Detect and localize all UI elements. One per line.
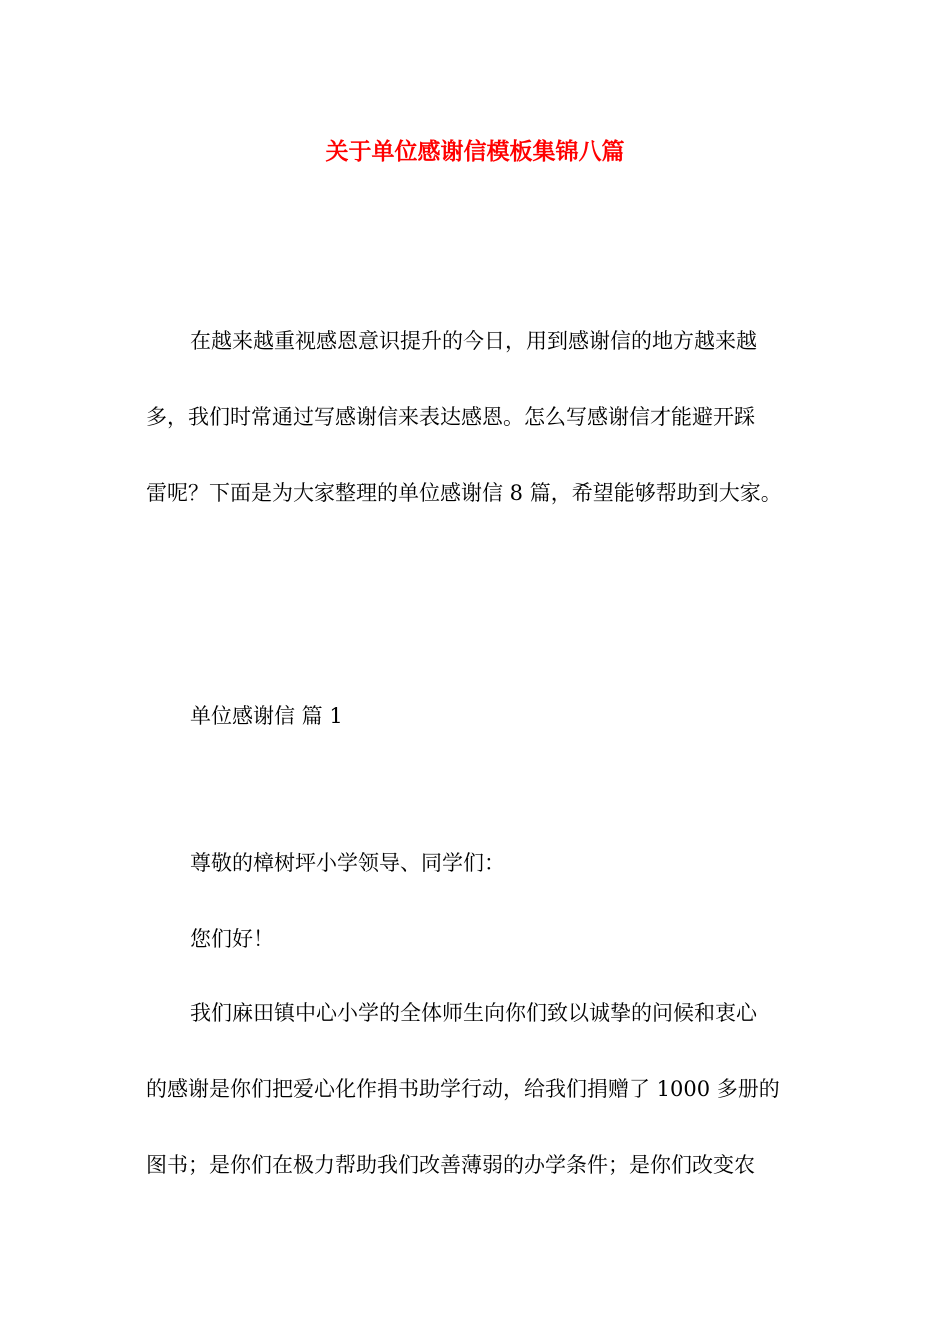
intro-line-2: 多，我们时常通过写感谢信来表达感恩。怎么写感谢信才能避开踩 bbox=[146, 405, 755, 429]
intro-line-1: 在越来越重视感恩意识提升的今日，用到感谢信的地方越来越 bbox=[190, 329, 757, 353]
section-heading: 单位感谢信 篇 1 bbox=[190, 704, 343, 728]
body-line-2: 的感谢是你们把爱心化作捐书助学行动，给我们捐赠了 1000 多册的 bbox=[146, 1077, 780, 1101]
salutation: 尊敬的樟树坪小学领导、同学们： bbox=[190, 851, 505, 875]
greeting: 您们好！ bbox=[190, 927, 274, 951]
body-line-1: 我们麻田镇中心小学的全体师生向你们致以诚挚的问候和衷心 bbox=[190, 1001, 757, 1025]
intro-line-3: 雷呢？下面是为大家整理的单位感谢信 8 篇，希望能够帮助到大家。 bbox=[146, 481, 782, 505]
document-title: 关于单位感谢信模板集锦八篇 bbox=[325, 139, 625, 165]
body-line-3: 图书；是你们在极力帮助我们改善薄弱的办学条件；是你们改变农 bbox=[146, 1153, 755, 1177]
